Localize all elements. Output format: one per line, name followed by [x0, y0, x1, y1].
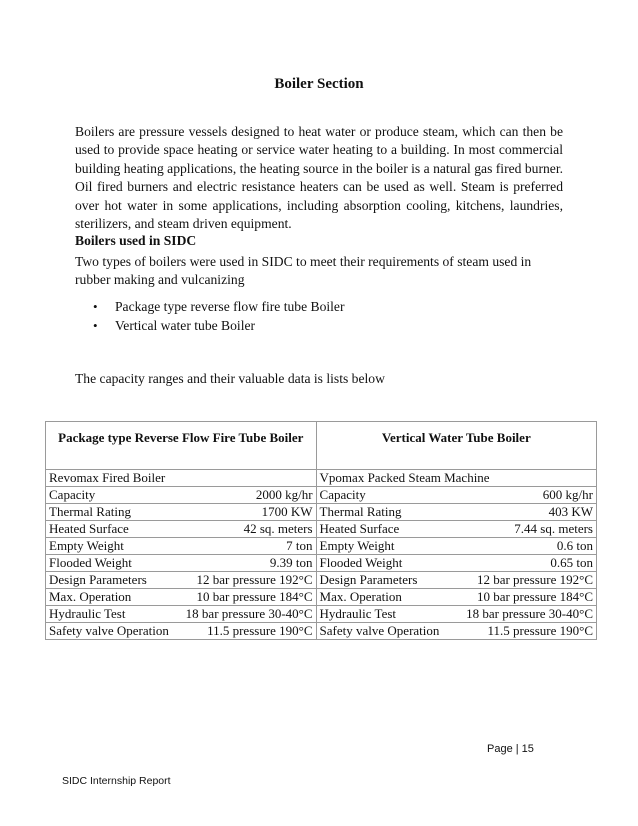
param-value: 10 bar pressure 184°C [196, 589, 313, 604]
page-number: Page | 15 [487, 743, 534, 755]
param-value: 18 bar pressure 30-40°C [466, 606, 593, 621]
cell-content [320, 606, 593, 622]
intro-paragraph: Boilers are pressure vessels designed to heat water or produce steam, which can then be used to provide space heating or service water heating to a building. In most commercial building heating applications, the heating source in the boiler is a natural gas fired burner. Oil fired burners and electric resistance heaters can be used as well. Steam is preferred over hot water in some applications, including absorption cooling, kitchens, laundries, sterilizers, and steam driven equipment. [75, 124, 563, 232]
param-value: 600 kg/hr [542, 487, 593, 502]
param-value: 42 sq. meters [243, 521, 313, 536]
cell-content [320, 504, 593, 520]
cell-content [320, 521, 593, 537]
cell-content [320, 623, 593, 639]
cell-content [320, 572, 593, 588]
param-label: Safety valve Operation [49, 623, 169, 638]
param-value: 7 ton [286, 538, 313, 553]
table-cell-left [46, 521, 317, 538]
param-value: 1700 KW [261, 504, 313, 519]
table-intro: The capacity ranges and their valuable data is lists below [75, 371, 385, 386]
boiler-type-list [93, 297, 345, 335]
param-value: 403 KW [548, 504, 593, 519]
param-value: 11.5 pressure 190°C [207, 623, 313, 638]
param-value: 10 bar pressure 184°C [476, 589, 593, 604]
param-value: 18 bar pressure 30-40°C [185, 606, 313, 621]
subheading: Boilers used in SIDC [75, 233, 197, 248]
list-item [93, 316, 345, 335]
table-header-right: Vertical Water Tube Boiler [316, 422, 596, 470]
table-row [46, 487, 597, 504]
table-cell-left [46, 538, 317, 555]
param-label: Safety valve Operation [319, 623, 440, 638]
param-label: Hydraulic Test [319, 606, 397, 621]
param-value: 11.5 pressure 190°C [487, 623, 593, 638]
model-left: Revomax Fired Boiler [46, 470, 317, 487]
cell-content [49, 487, 313, 503]
cell-content [49, 538, 313, 554]
table-cell-right [316, 589, 596, 606]
table-cell-left [46, 606, 317, 623]
table-row [46, 521, 597, 538]
table-cell-right [316, 555, 596, 572]
cell-content [320, 538, 593, 554]
table-cell-right [316, 521, 596, 538]
table-cell-left [46, 589, 317, 606]
param-value: 12 bar pressure 192°C [196, 572, 313, 587]
bullet-icon: • [93, 318, 98, 333]
param-label: Design Parameters [319, 572, 418, 587]
cell-content [49, 572, 313, 588]
param-label: Empty Weight [319, 538, 395, 553]
table-cell-left [46, 572, 317, 589]
bullet-icon: • [93, 299, 98, 314]
cell-content [49, 606, 313, 622]
param-label: Flooded Weight [49, 555, 132, 570]
table-header-left: Package type Reverse Flow Fire Tube Boiler [46, 422, 317, 470]
list-item-text: Vertical water tube Boiler [115, 318, 256, 333]
table-row [46, 555, 597, 572]
model-right: Vpomax Packed Steam Machine [316, 470, 596, 487]
table-row [46, 538, 597, 555]
param-value: 7.44 sq. meters [514, 521, 593, 536]
report-name: SIDC Internship Report [62, 775, 171, 787]
table-cell-left [46, 623, 317, 640]
table-row [46, 589, 597, 606]
param-label: Capacity [49, 487, 96, 502]
table-row [46, 504, 597, 521]
table-model-row [46, 470, 597, 487]
table-header-row [46, 422, 597, 470]
cell-content [49, 555, 313, 571]
table-row [46, 623, 597, 640]
table-cell-right [316, 504, 596, 521]
table-cell-right [316, 538, 596, 555]
types-paragraph: Two types of boilers were used in SIDC to meet their requirements of steam used in rubber making and vulcanizing [75, 254, 532, 288]
list-item-text: Package type reverse flow fire tube Boiler [115, 299, 345, 314]
cell-content [49, 589, 313, 605]
param-label: Heated Surface [49, 521, 129, 536]
param-label: Design Parameters [49, 572, 147, 587]
table-row [46, 606, 597, 623]
param-label: Thermal Rating [319, 504, 402, 519]
capacity-table [45, 421, 597, 640]
param-label: Hydraulic Test [49, 606, 126, 621]
param-value: 2000 kg/hr [255, 487, 313, 502]
cell-content [49, 521, 313, 537]
table-cell-left [46, 555, 317, 572]
section-title: Boiler Section [274, 76, 364, 92]
table-cell-right [316, 623, 596, 640]
cell-content [320, 589, 593, 605]
table-row [46, 572, 597, 589]
table-cell-right [316, 487, 596, 504]
cell-content [320, 487, 593, 503]
cell-content [49, 623, 313, 639]
table-cell-left [46, 487, 317, 504]
table-cell-left [46, 504, 317, 521]
param-value: 0.65 ton [550, 555, 593, 570]
param-label: Max. Operation [49, 589, 132, 604]
param-value: 12 bar pressure 192°C [476, 572, 593, 587]
param-label: Capacity [319, 487, 366, 502]
cell-content [320, 555, 593, 571]
param-label: Heated Surface [319, 521, 400, 536]
param-label: Thermal Rating [49, 504, 131, 519]
param-label: Empty Weight [49, 538, 124, 553]
param-label: Max. Operation [319, 589, 402, 604]
param-value: 9.39 ton [269, 555, 313, 570]
table-cell-right [316, 572, 596, 589]
param-label: Flooded Weight [319, 555, 403, 570]
param-value: 0.6 ton [556, 538, 593, 553]
table-cell-right [316, 606, 596, 623]
cell-content [49, 504, 313, 520]
list-item [93, 297, 345, 316]
